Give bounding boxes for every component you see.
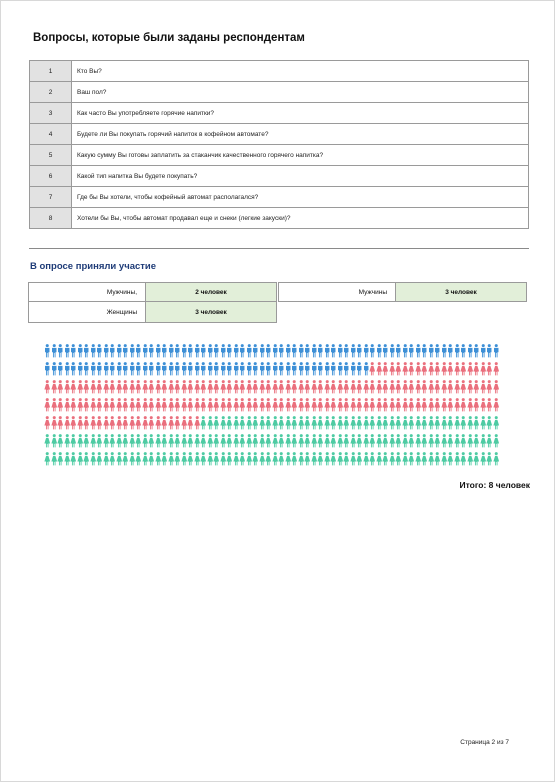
participants-heading: В опросе приняли участие (30, 261, 157, 272)
question-number: 1 (30, 61, 72, 82)
question-text: Ваш пол? (72, 82, 529, 103)
section-divider (29, 248, 529, 249)
icon-row (44, 380, 499, 398)
woman-icon (493, 362, 500, 376)
question-row (30, 208, 529, 229)
question-number: 7 (30, 187, 72, 208)
page-title: Вопросы, которые были заданы респондентам (33, 32, 305, 44)
participants-value: 2 человек (145, 283, 276, 301)
icon-row (44, 434, 499, 452)
woman-icon (493, 434, 500, 448)
participants-label: Мужчины, (106, 288, 137, 296)
participants-value: 3 человек (145, 302, 276, 322)
question-text: Какую сумму Вы готовы заплатить за стаканчик качественного горячего напитка? (72, 145, 529, 166)
participants-value: 3 человек (395, 283, 526, 301)
question-row (30, 61, 529, 82)
question-text: Хотели бы Вы, чтобы автомат продавал еще и снеки (легкие закуски)? (72, 208, 529, 229)
man-icon (493, 344, 500, 358)
question-row (30, 145, 529, 166)
participants-row-men-2 (278, 282, 527, 302)
question-number: 5 (30, 145, 72, 166)
people-icon-grid (44, 344, 499, 470)
icon-row (44, 398, 499, 416)
participants-label: Мужчины (358, 288, 387, 296)
question-row (30, 124, 529, 145)
icon-row (44, 416, 499, 434)
woman-icon (493, 380, 500, 394)
question-number: 3 (30, 103, 72, 124)
participants-row-men-1 (28, 282, 277, 302)
question-row (30, 82, 529, 103)
question-text: Где бы Вы хотели, чтобы кофейный автомат располагался? (72, 187, 529, 208)
questions-table (29, 60, 529, 229)
question-text: Кто Вы? (72, 61, 529, 82)
icon-row (44, 452, 499, 470)
question-number: 6 (30, 166, 72, 187)
woman-icon (493, 398, 500, 412)
question-text: Будете ли Вы покупать горячий напиток в кофейном автомате? (72, 124, 529, 145)
icon-row (44, 344, 499, 362)
question-row (30, 187, 529, 208)
icon-row (44, 362, 499, 380)
question-text: Какой тип напитка Вы будете покупать? (72, 166, 529, 187)
participants-label: Женщины (106, 308, 137, 316)
question-text: Как часто Вы употребляете горячие напитки? (72, 103, 529, 124)
question-number: 2 (30, 82, 72, 103)
page-number: Страница 2 из 7 (460, 739, 509, 746)
woman-icon (493, 452, 500, 466)
total-count: Итого: 8 человек (459, 480, 530, 490)
participants-row-women (28, 301, 277, 323)
question-number: 8 (30, 208, 72, 229)
question-row (30, 103, 529, 124)
question-number: 4 (30, 124, 72, 145)
woman-icon (493, 416, 500, 430)
question-row (30, 166, 529, 187)
